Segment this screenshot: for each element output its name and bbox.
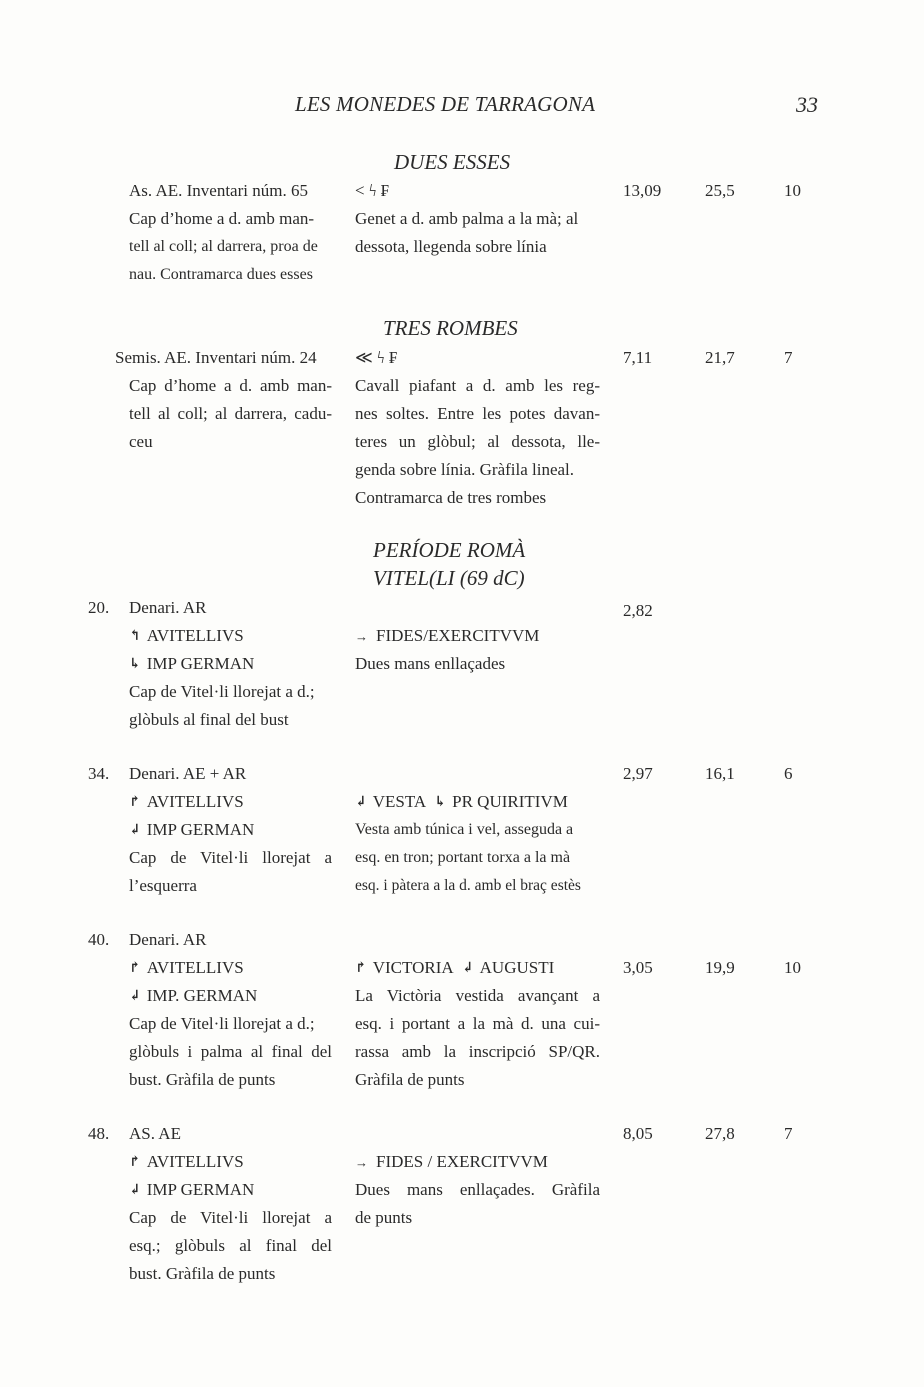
- reverse-line: La Victòria vestida avançant a: [355, 986, 600, 1005]
- running-title: LES MONEDES DE TARRAGONA: [295, 92, 596, 116]
- tres-rombes-obverse: [129, 372, 332, 456]
- reverse-line: de punts: [355, 1208, 413, 1227]
- coin-type: Denari. AR: [129, 598, 207, 617]
- entry-48-obverse: [129, 1120, 332, 1288]
- entry-48-weight: 8,05: [623, 1124, 653, 1143]
- legend-line: [129, 1176, 332, 1204]
- legend-direction-icon: ↱: [129, 961, 141, 976]
- legend-text: AVITELLIVS: [146, 626, 244, 645]
- dues-esses-reverse: [355, 205, 605, 261]
- obverse-line: As. AE. Inventari núm. 65: [129, 181, 308, 200]
- entry-48-reverse: [355, 1148, 600, 1232]
- entry-48-axis: 7: [784, 1124, 793, 1143]
- entry-34-obverse: [129, 760, 332, 900]
- reverse-line: esq. i pàtera a la d. amb el braç estès: [355, 877, 581, 894]
- obverse-line: Cap de Vitel·li llorejat a: [129, 848, 332, 867]
- legend-direction-icon: ↱: [355, 961, 367, 976]
- legend-direction-icon: ↳: [129, 657, 141, 672]
- entry-number: 20.: [88, 598, 110, 617]
- tres-rombes-diameter: 21,7: [705, 348, 735, 367]
- coin-type: Denari. AE + AR: [129, 764, 247, 783]
- reverse-line: esq. en tron; portant torxa a la mà: [355, 849, 571, 866]
- obverse-line: Cap de Vitel·li llorejat a d.;: [129, 1014, 315, 1033]
- legend-text: AVITELLIVS: [146, 1152, 244, 1171]
- tres-rombes-axis: 7: [784, 348, 793, 367]
- tres-rombes-type: Semis. AE. Inventari núm. 24: [115, 348, 317, 367]
- obverse-line: bust. Gràfila de punts: [129, 1070, 276, 1089]
- entry-number: 40.: [88, 930, 110, 949]
- legend-direction-icon: ↲: [461, 961, 474, 976]
- dues-esses-axis: 10: [784, 181, 801, 200]
- obverse-line: Cap de Vitel·li llorejat a d.;: [129, 682, 315, 701]
- reverse-line: genda sobre línia. Gràfila lineal.: [355, 460, 575, 479]
- entry-20-reverse: [355, 622, 600, 678]
- legend-text: PR QUIRITIVM: [452, 792, 568, 811]
- arrow-right-icon: →: [355, 1155, 368, 1170]
- dues-esses-legend-marks: < ϟ ₣: [355, 181, 390, 200]
- entry-34-diameter: 16,1: [705, 764, 735, 783]
- entry-34-weight: 2,97: [623, 764, 653, 783]
- entry-34-reverse: [355, 788, 600, 900]
- legend-text: VICTORIA: [372, 958, 454, 977]
- legend-direction-icon: ↳: [434, 795, 447, 810]
- reverse-line: Dues mans enllaçades: [355, 654, 506, 673]
- reverse-line: Gràfila de punts: [355, 1070, 465, 1089]
- obverse-line: Cap d’home a d. amb man-: [129, 376, 332, 395]
- legend-direction-icon: ↱: [129, 795, 141, 810]
- reverse-line: Dues mans enllaçades. Gràfila: [355, 1180, 600, 1199]
- running-header: [0, 92, 924, 122]
- legend-direction-icon: ↲: [129, 1183, 141, 1198]
- entry-20-obverse: [129, 594, 332, 734]
- section-heading-tres-rombes: TRES ROMBES: [383, 316, 518, 340]
- obverse-line: esq.; glòbuls al final del: [129, 1236, 332, 1255]
- reverse-line: Cavall piafant a d. amb les reg-: [355, 376, 600, 395]
- entry-40-diameter: 19,9: [705, 958, 735, 977]
- reverse-line: rassa amb la inscripció SP/QR.: [355, 1042, 600, 1061]
- arrow-right-icon: →: [355, 629, 368, 644]
- tres-rombes-weight: 7,11: [623, 348, 653, 367]
- entry-40-obverse: [129, 926, 332, 1094]
- legend-text: AVITELLIVS: [146, 792, 244, 811]
- obverse-line: glòbuls i palma al final del: [129, 1042, 332, 1061]
- legend-text: IMP GERMAN: [146, 820, 255, 839]
- tres-rombes-reverse: [355, 372, 600, 512]
- legend-text: IMP GERMAN: [146, 1180, 255, 1199]
- entry-48-diameter: 27,8: [705, 1124, 735, 1143]
- entry-20-weight: 2,82: [623, 601, 653, 620]
- obverse-line: l’esquerra: [129, 876, 197, 895]
- legend-direction-icon: ↲: [355, 795, 367, 810]
- legend-line: [355, 622, 600, 650]
- entry-number: 48.: [88, 1124, 110, 1143]
- legend-text: IMP. GERMAN: [146, 986, 258, 1005]
- obverse-line: bust. Gràfila de punts: [129, 1264, 276, 1283]
- legend-text: AUGUSTI: [479, 958, 555, 977]
- legend-line: [129, 1148, 332, 1176]
- legend-direction-icon: ↲: [129, 989, 141, 1004]
- reverse-line: nes soltes. Entre les potes davan-: [355, 404, 600, 423]
- reverse-line: Genet a d. amb palma a la mà; al: [355, 209, 579, 228]
- obverse-line: Cap de Vitel·li llorejat a: [129, 1208, 332, 1227]
- dues-esses-obverse: [129, 177, 344, 289]
- legend-line: [355, 788, 600, 816]
- dues-esses-weight: 13,09: [623, 181, 662, 200]
- legend-text: FIDES / EXERCITVVM: [376, 1152, 548, 1171]
- entry-34-axis: 6: [784, 764, 793, 783]
- legend-line: [355, 954, 600, 982]
- legend-line: [129, 622, 332, 650]
- legend-line: [129, 982, 332, 1010]
- entry-40-weight: 3,05: [623, 958, 653, 977]
- legend-direction-icon: ↰: [129, 629, 141, 644]
- obverse-line: glòbuls al final del bust: [129, 710, 289, 729]
- entry-number: 34.: [88, 764, 110, 783]
- obverse-line: tell al coll; al darrera, cadu-: [129, 404, 332, 423]
- obverse-line: tell al coll; al darrera, proa de: [129, 238, 318, 255]
- reverse-line: Vesta amb túnica i vel, asseguda a: [355, 821, 574, 838]
- legend-text: AVITELLIVS: [146, 958, 244, 977]
- entry-40-reverse: [355, 954, 600, 1094]
- coin-type: AS. AE: [129, 1124, 181, 1143]
- reverse-line: Contramarca de tres rombes: [355, 488, 547, 507]
- legend-line: [129, 816, 332, 844]
- obverse-line: nau. Contramarca dues esses: [129, 266, 313, 283]
- dues-esses-diameter: 25,5: [705, 181, 735, 200]
- entry-40-axis: 10: [784, 958, 801, 977]
- legend-line: [129, 954, 332, 982]
- legend-text: VESTA: [372, 792, 427, 811]
- obverse-line: ceu: [129, 432, 153, 451]
- coin-type: Denari. AR: [129, 930, 207, 949]
- legend-direction-icon: ↱: [129, 1155, 141, 1170]
- section-subheading-vitelli: VITEL(LI (69 dC): [373, 566, 525, 590]
- section-heading-dues-esses: DUES ESSES: [394, 150, 511, 174]
- legend-text: IMP GERMAN: [146, 654, 255, 673]
- reverse-line: esq. i portant a la mà d. una cui-: [355, 1014, 600, 1033]
- reverse-line: teres un glòbul; al dessota, lle-: [355, 432, 600, 451]
- section-heading-periode-roma: PERÍODE ROMÀ: [373, 538, 526, 562]
- legend-text: FIDES/EXERCITVVM: [376, 626, 540, 645]
- legend-line: [355, 1148, 600, 1176]
- tres-rombes-legend-marks: ≪ ϟ ₣: [355, 348, 398, 367]
- reverse-line: dessota, llegenda sobre línia: [355, 237, 547, 256]
- legend-line: [129, 650, 332, 678]
- legend-line: [129, 788, 332, 816]
- page-number: 33: [796, 92, 818, 117]
- obverse-line: Cap d’home a d. amb man-: [129, 209, 315, 228]
- legend-direction-icon: ↲: [129, 823, 141, 838]
